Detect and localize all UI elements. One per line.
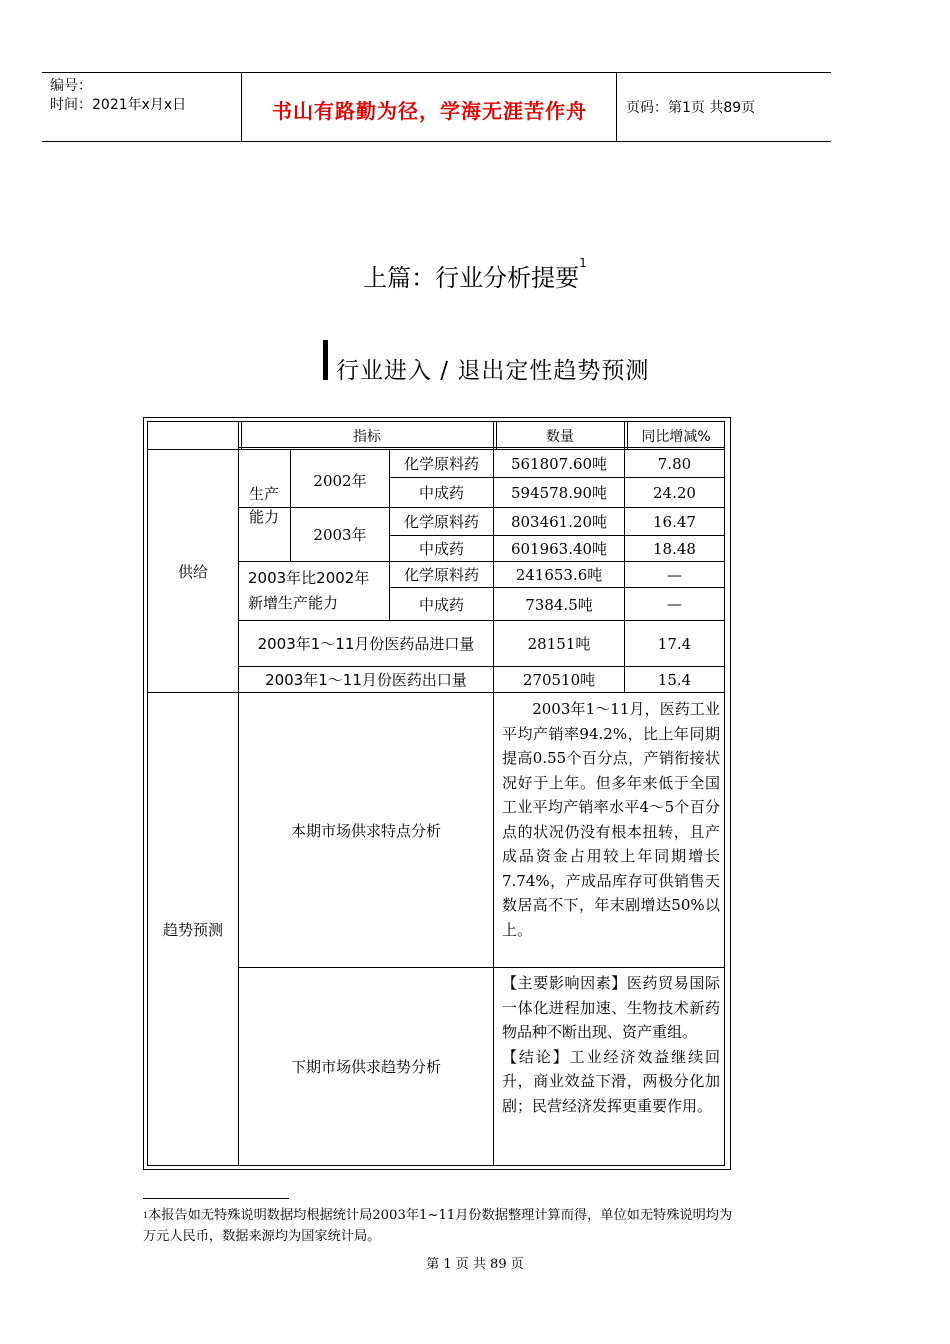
row-yoy: — [667,565,682,584]
current-analysis-text: 2003年1～11月，医药工业平均产销率94.2%，比上年同期提高0.55个百分点，产销衔接状况好于上年。但多年来低于全国工业平均产销率水平4～5个百分点的状况仍没有根本扭转，且产成品资金占用较上年同期增长7.74%，产成品库存可供销售天数居高不下，年末剧增达50%以上。 [502,700,720,939]
doc-time-label: 时间：2021年x月x日 [50,97,187,113]
header-quantity: 数量 [546,428,574,445]
row-qty: 601963.40吨 [510,540,608,558]
capacity-label-line2: 能力 [249,507,280,526]
row-item: 中成药 [418,540,464,558]
header-yoy: 同比增减% [641,428,711,445]
part-title-text: 上篇：行业分析提要 [363,264,580,292]
supply-trend-table [143,417,731,1170]
next-conclusion: 【结论】工业经济效益继续回升，商业效益下滑，两极分化加剧；民营经济发挥更重要作用。 [502,1047,720,1115]
row-qty: 803461.20吨 [510,513,608,531]
header-divider [616,73,617,141]
page-header [42,72,831,142]
import-yoy: 17.4 [657,634,692,653]
capacity-label [239,450,290,561]
new-capacity-line1: 2003年比2002年 [248,569,370,587]
footnote-text: 本报告如无特殊说明数据均根据统计局2003年1~11月份数据整理计算而得，单位如无特殊说明均为万元人民币，数据来源均为国家统计局。 [143,1208,733,1244]
year-2003-label: 2003年 [313,526,367,544]
header-motto: 书山有路勤为径，学海无涯苦作舟 [272,99,587,123]
export-label: 2003年1～11月份医药出口量 [265,671,467,689]
import-label: 2003年1～11月份医药品进口量 [257,635,475,653]
row-qty: 594578.90吨 [510,484,608,502]
supply-label: 供给 [177,562,208,581]
row-yoy: 7.80 [657,454,692,473]
header-page-info: 页码：第1页 共89页 [626,100,756,116]
new-capacity-label [239,562,389,620]
export-yoy: 15.4 [657,670,692,689]
header-meta [50,77,186,115]
row-yoy: — [667,595,682,613]
header-indicator: 指标 [353,428,381,445]
current-analysis-label: 本期市场供求特点分析 [290,821,441,840]
row-qty: 241653.6吨 [515,566,603,584]
next-analysis-text [502,971,720,1118]
year-2002-label: 2002年 [313,472,367,490]
row-yoy: 24.20 [653,483,696,502]
row-item: 中成药 [418,484,464,502]
next-analysis-label: 下期市场供求趋势分析 [290,1058,441,1076]
import-qty: 28151吨 [527,635,591,653]
row-qty: 561807.60吨 [510,455,608,473]
doc-number-label: 编号： [50,78,92,94]
row-item: 中成药 [418,595,464,614]
section-marker [323,340,328,380]
footnote-mark: 1 [143,1211,149,1220]
page-footer: 第 1 页 共 89 页 [426,1257,524,1272]
header-divider [241,73,242,141]
part-title [0,258,950,293]
section-title: 行业进入 / 退出定性趋势预测 [336,358,650,384]
row-yoy: 18.48 [653,539,696,558]
export-qty: 270510吨 [522,671,596,689]
row-item: 化学原料药 [403,513,479,531]
trend-label: 趋势预测 [162,920,223,939]
new-capacity-line2: 新增生产能力 [248,594,339,612]
row-item: 化学原料药 [403,566,479,584]
footnote-ref: 1 [579,256,587,270]
footnote-rule [143,1198,289,1199]
capacity-label-line1: 生产 [249,484,280,503]
footnote [143,1205,743,1247]
row-yoy: 16.47 [653,512,696,531]
next-factors: 【主要影响因素】医药贸易国际一体化进程加速、生物技术新药物品种不断出现、资产重组。 [502,974,720,1041]
row-qty: 7384.5吨 [525,595,593,614]
row-item: 化学原料药 [403,455,479,473]
